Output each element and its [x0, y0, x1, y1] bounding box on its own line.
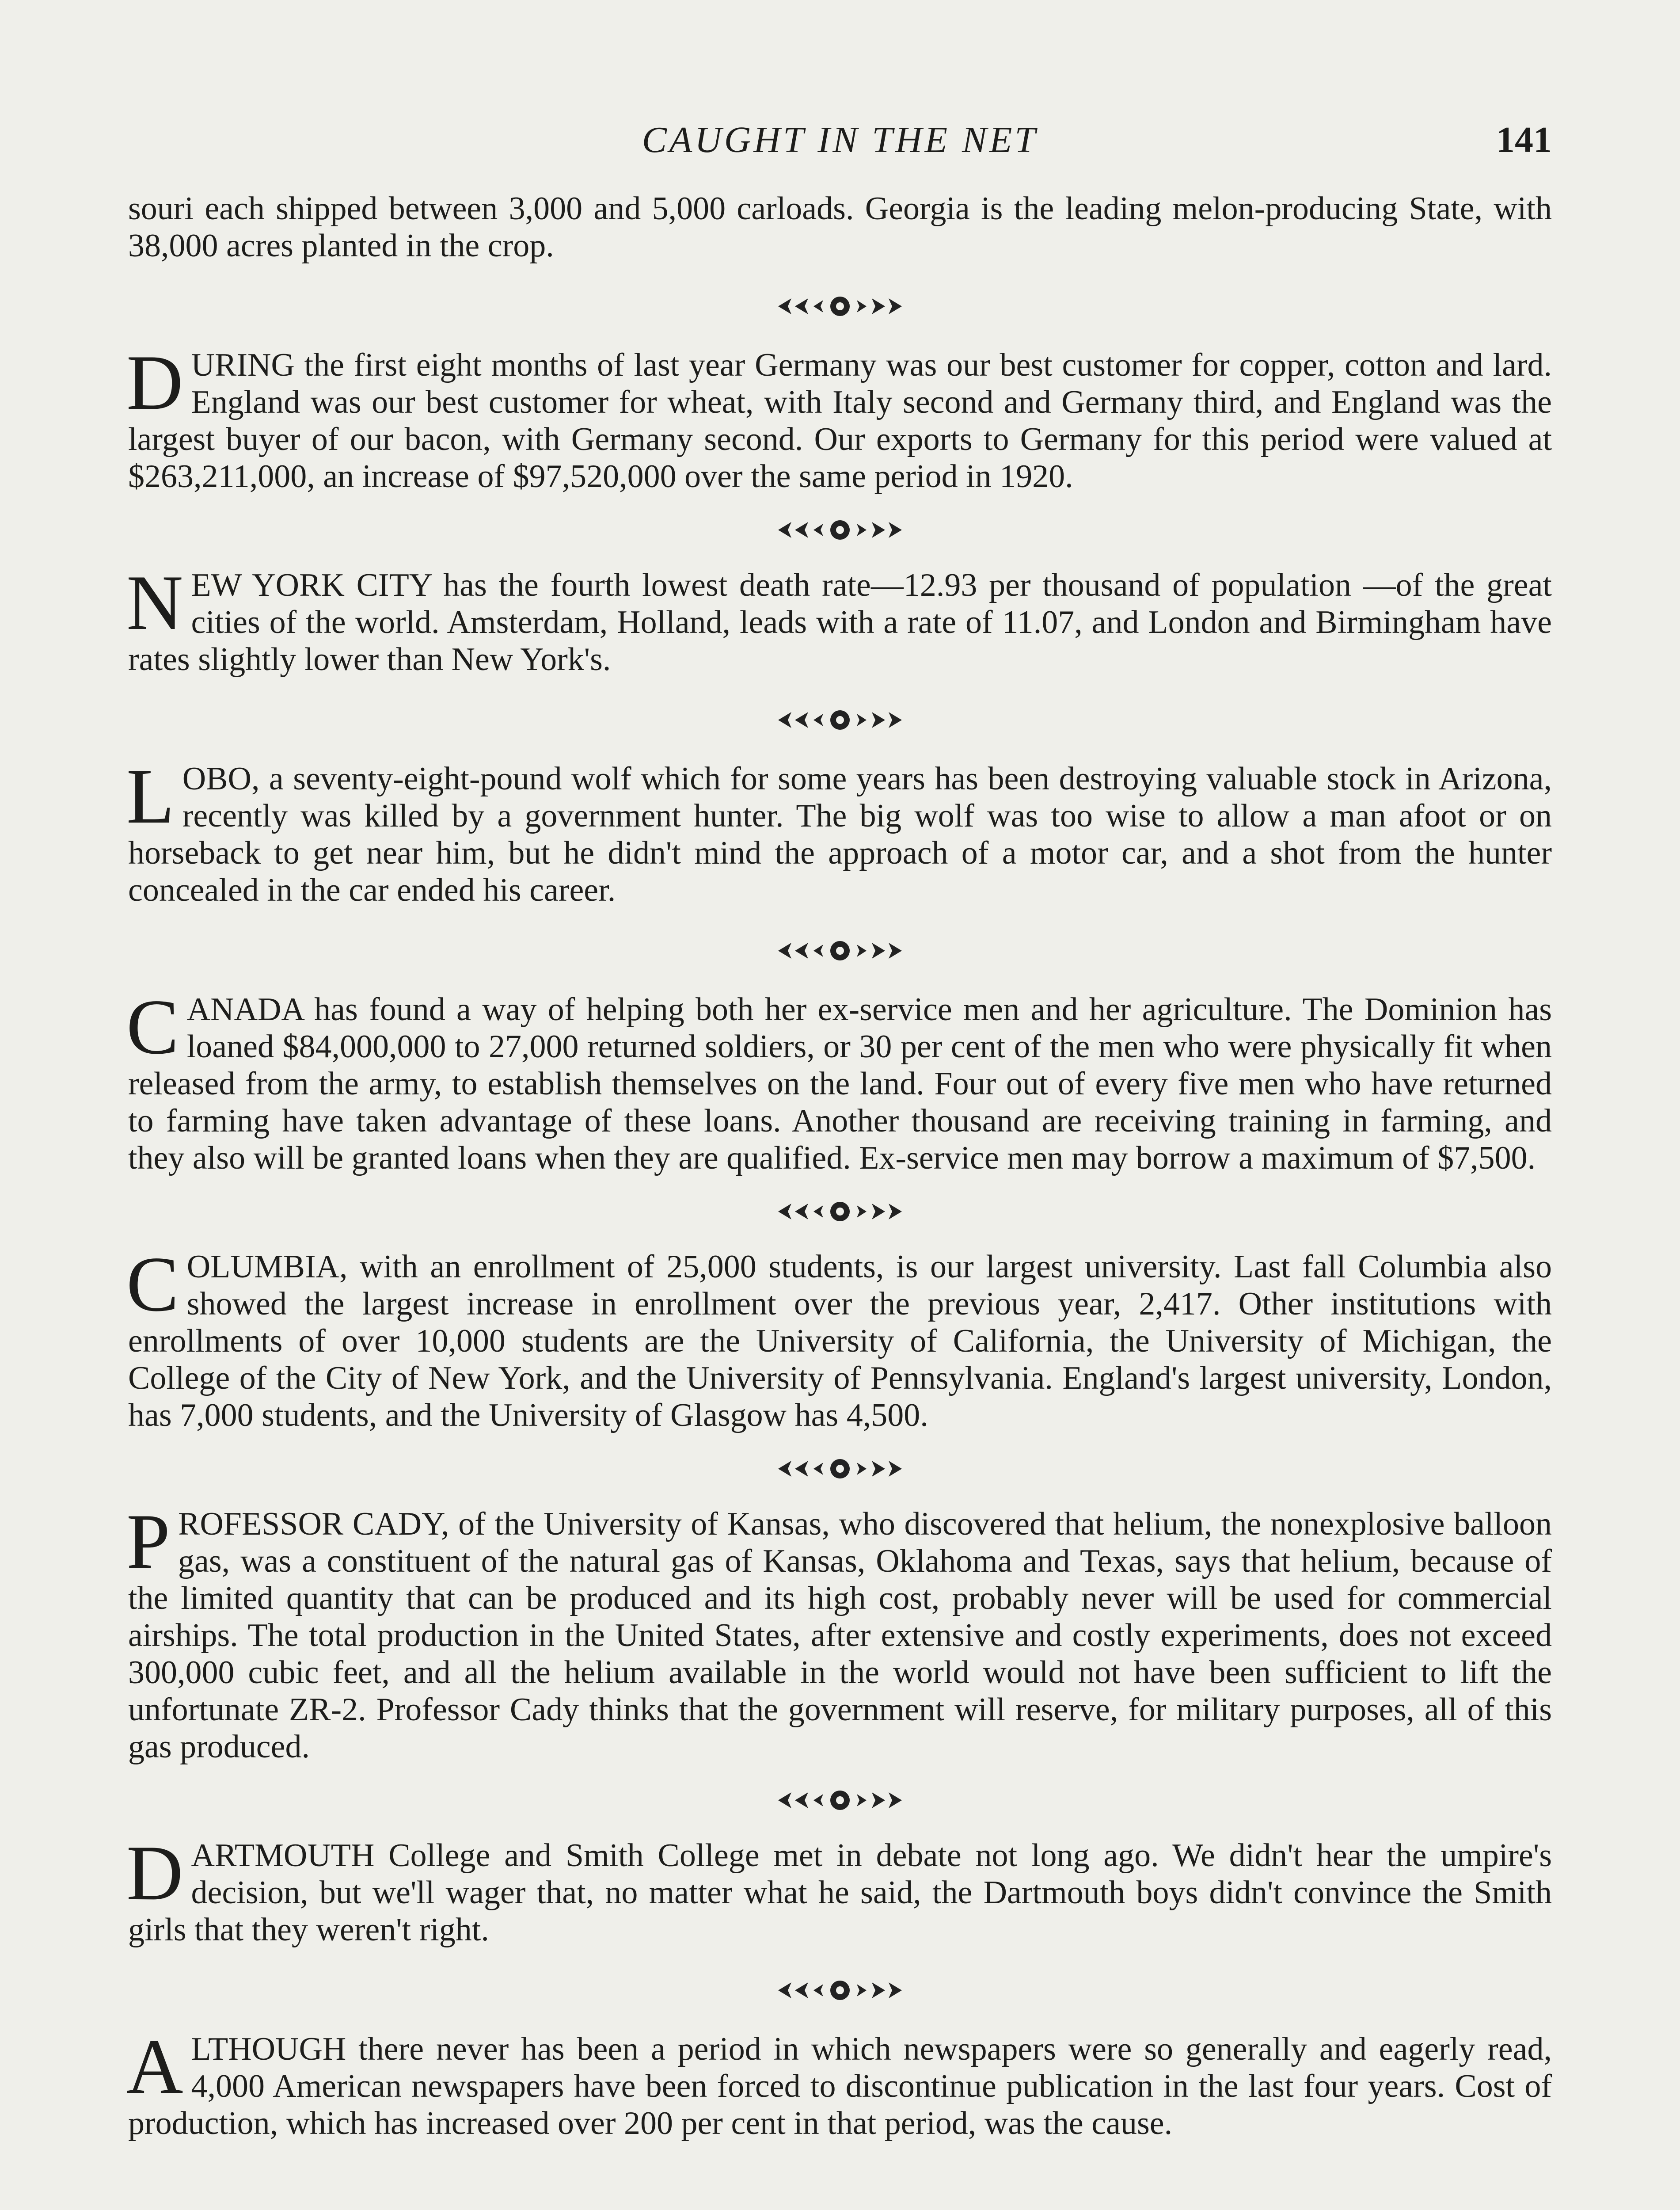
paragraph-melons — [128, 190, 1552, 264]
paragraph-canada — [126, 983, 1552, 1177]
drop-cap: P — [126, 1497, 170, 1585]
ornament-icon — [774, 937, 906, 964]
paragraph-columbia — [126, 1240, 1552, 1434]
drop-cap: C — [126, 1240, 179, 1328]
page-header — [128, 116, 1552, 164]
drop-cap: D — [126, 339, 183, 426]
paragraph-text: OBO, a seventy-eight-pound wolf which for some years has been destroying valuable stock in Arizona, recently was killed by a government hunter. The big wolf was too wise to allow a man afoot or on horseback to get near him, but he didn't mind the approach of a motor car, and a shot from the hunter concealed in the car ended his career. — [128, 761, 1552, 908]
paragraph-dartmouth — [126, 1829, 1552, 1948]
running-head: CAUGHT IN THE NET — [642, 119, 1038, 160]
ornament-separator — [128, 697, 1552, 737]
drop-cap: C — [126, 983, 179, 1071]
ornament-separator — [128, 1189, 1552, 1229]
paragraph-text: ROFESSOR CADY, of the University of Kansas, who discovered that helium, the nonexplosive balloon gas, was a constituent of the natural gas of Kansas, Oklahoma and Texas, says that helium, because of the limited quantity that can be produced and its high cost, probably never will be used for commercial airships. The total production in the United States, after extensive and costly experiments, does not exceed 300,000 cubic feet, and all the helium available in the world would not have been sufficient to lift the unfortunate ZR-2. Professor Cady thinks that the government will reserve, for military purposes, all of this gas produced. — [128, 1506, 1552, 1765]
ornament-separator — [128, 1778, 1552, 1818]
paragraph-lobo — [126, 752, 1552, 909]
paragraph-text: URING the first eight months of last year Germany was our best customer for copper, cotton and lard. England was our best customer for wheat, with Italy second and Germany third, and England was the largest buyer of our bacon, with Germany second. Our exports to Germany for this period were valued at $263,211,000, an increase of $97,520,000 over the same period in 1920. — [128, 347, 1552, 495]
ornament-icon — [774, 1456, 906, 1482]
article-body — [128, 190, 1552, 2142]
ornament-separator — [128, 1968, 1552, 2008]
paragraph-text: LTHOUGH there never has been a period in which newspapers were so generally and eagerly read, 4,000 American newspapers have been forced to discontinue publication in the last four years. Cost of production, which has increased over 200 per cent in that period, was the cause. — [128, 2031, 1552, 2141]
paragraph-text: ARTMOUTH College and Smith College met in debate not long ago. We didn't hear the umpire's decision, but we'll wager that, no matter what he said, the Dartmouth boys didn't convince the Smith girls that they weren't right. — [128, 1837, 1552, 1948]
paragraph-text: OLUMBIA, with an enrollment of 25,000 students, is our largest university. Last fall Columbia also showed the largest increase in enrollment over the previous year, 2,417. Other institutions with enrollments of over 10,000 students are the University of California, the University of Michigan, the College of the City of New York, and the University of Pennsylvania. England's largest university, London, has 7,000 students, and the University of Glasgow has 4,500. — [128, 1249, 1552, 1433]
paragraph-new-york — [126, 559, 1552, 678]
ornament-icon — [774, 707, 906, 733]
ornament-separator — [128, 1446, 1552, 1486]
ornament-icon — [774, 1787, 906, 1814]
drop-cap: N — [126, 559, 183, 646]
ornament-separator — [128, 507, 1552, 547]
ornament-icon — [774, 517, 906, 543]
ornament-icon — [774, 1977, 906, 2004]
paragraph-text: EW YORK CITY has the fourth lowest death rate—12.93 per thousand of population —of the great cities of the world. Amsterdam, Holland, leads with a rate of 11.07, and London and Birmingham have rates slightly lower than New York's. — [128, 567, 1552, 678]
drop-cap: A — [126, 2023, 183, 2110]
page-number: 141 — [1496, 119, 1552, 160]
ornament-separator — [128, 284, 1552, 324]
drop-cap: L — [126, 752, 175, 840]
paragraph-germany — [126, 339, 1552, 495]
paragraph-helium — [126, 1497, 1552, 1765]
ornament-icon — [774, 1198, 906, 1225]
drop-cap: D — [126, 1829, 183, 1917]
ornament-icon — [774, 293, 906, 320]
ornament-separator — [128, 928, 1552, 968]
paragraph-text: ANADA has found a way of helping both her ex-service men and her agriculture. The Dominion has loaned $84,000,000 to 27,000 returned soldiers, or 30 per cent of the men who were physically fit when released from the army, to establish themselves on the land. Four out of every five men who have returned to farming have taken advantage of these loans. Another thousand are receiving training in farming, and they also will be granted loans when they are qualified. Ex-service men may borrow a maximum of $7,500. — [128, 991, 1552, 1176]
paragraph-newspapers — [126, 2023, 1552, 2142]
paragraph-text: souri each shipped between 3,000 and 5,000 carloads. Georgia is the leading melon-producing State, with 38,000 acres planted in the crop. — [128, 191, 1552, 264]
